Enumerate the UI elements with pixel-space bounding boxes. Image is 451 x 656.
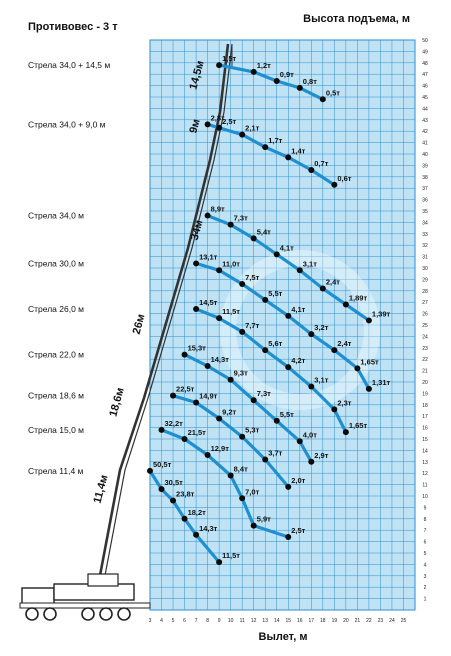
y-tick-label: 42: [422, 129, 428, 136]
y-tick-label: 30: [422, 266, 428, 272]
y-tick-label: 15: [422, 437, 428, 443]
y-tick-label: 33: [422, 231, 428, 238]
load-value-label: 3,1т: [302, 259, 317, 269]
y-tick-label: 8: [423, 516, 427, 523]
x-tick-label: 7: [194, 618, 198, 624]
load-value-label: 4,0т: [302, 430, 317, 440]
load-value-label: 5,4т: [256, 227, 271, 237]
load-value-label: 8,4т: [233, 464, 248, 474]
load-value-label: 8,9т: [210, 204, 225, 214]
y-tick-label: 40: [422, 152, 428, 158]
load-value-label: 4,2т: [291, 356, 306, 366]
x-tick-label: 4: [160, 618, 163, 624]
y-tick-label: 7: [423, 528, 427, 535]
load-value-label: 4,1т: [279, 243, 294, 253]
y-tick-label: 14: [422, 448, 428, 455]
x-tick-label: 19: [331, 618, 338, 624]
x-tick-label: 12: [250, 618, 257, 624]
load-value-label: 3,1т: [314, 375, 329, 385]
y-tick-label: 5: [423, 551, 427, 557]
load-value-label: 2,4т: [325, 277, 340, 287]
y-tick-label: 45: [422, 95, 428, 101]
y-tick-label: 35: [422, 209, 428, 215]
y-tick-label: 47: [422, 72, 428, 79]
load-value-label: 0,6т: [337, 173, 352, 183]
load-value-label: 11,0т: [222, 259, 240, 269]
y-tick-label: 12: [422, 471, 428, 478]
y-axis-title: Высота подъема, м: [303, 13, 410, 25]
load-value-label: 11,5т: [222, 551, 240, 561]
y-tick-label: 39: [422, 163, 428, 170]
y-tick-label: 2: [423, 585, 427, 592]
y-tick-label: 17: [422, 414, 428, 421]
boom-length-label: 18,6м: [107, 386, 127, 419]
y-tick-label: 36: [422, 197, 428, 204]
load-value-label: 13,1т: [199, 252, 218, 262]
y-tick-label: 50: [422, 38, 428, 44]
x-tick-label: 15: [285, 618, 292, 624]
load-value-label: 0,8т: [302, 76, 317, 86]
x-tick-label: 3: [148, 618, 152, 624]
crane-truck-icon: [20, 574, 150, 620]
x-tick-label: 18: [320, 618, 326, 624]
y-tick-label: 27: [422, 300, 428, 307]
y-tick-label: 4: [423, 562, 427, 569]
x-tick-label: 10: [227, 618, 234, 624]
load-value-label: 0,7т: [314, 158, 329, 168]
load-value-label: 2,5т: [222, 116, 237, 126]
load-value-label: 11,5т: [222, 307, 240, 317]
y-tick-label: 31: [422, 254, 428, 261]
y-tick-label: 10: [422, 494, 428, 500]
load-value-label: 2,0т: [291, 475, 306, 485]
load-value-label: 15,3т: [187, 343, 206, 353]
y-tick-label: 20: [422, 380, 428, 386]
x-tick-label: 23: [377, 618, 384, 624]
boom-length-label: 11,4м: [91, 473, 111, 505]
boom-length-label: 34м: [188, 218, 206, 242]
load-value-label: 7,3т: [256, 389, 271, 399]
x-tick-label: 17: [308, 618, 315, 624]
x-tick-label: 22: [366, 618, 372, 624]
load-value-label: 7,0т: [245, 487, 260, 497]
load-value-label: 5,6т: [268, 339, 283, 349]
series-label: Стрела 34,0 м: [28, 210, 85, 221]
boom-length-label: 14,5м: [187, 59, 207, 92]
x-tick-label: 24: [389, 618, 395, 624]
x-tick-label: 13: [262, 618, 268, 624]
x-tick-label: 21: [354, 618, 361, 624]
load-value-label: 4,1т: [291, 304, 306, 314]
y-tick-label: 32: [422, 243, 428, 250]
y-tick-label: 9: [423, 505, 427, 512]
load-value-label: 14,9т: [199, 391, 218, 401]
load-value-label: 14,3т: [210, 355, 229, 365]
load-value-label: 1,65т: [348, 421, 368, 431]
load-value-label: 7,7т: [245, 320, 260, 330]
y-tick-label: 48: [422, 60, 428, 67]
load-value-label: 2,3т: [337, 398, 352, 408]
y-tick-label: 49: [422, 49, 428, 56]
series-label: Стрела 26,0 м: [28, 304, 85, 315]
load-value-label: 1,31т: [371, 377, 391, 387]
y-tick-label: 18: [422, 402, 428, 409]
load-value-label: 2,4т: [337, 339, 352, 349]
boom-length-label: 9м: [187, 117, 203, 135]
series-label: Стрела 18,6 м: [28, 390, 85, 401]
x-tick-label: 14: [273, 618, 280, 624]
load-value-label: 21,5т: [187, 428, 206, 437]
series-label: Стрела 34,0 + 14,5 м: [28, 60, 111, 71]
load-value-label: 0,9т: [279, 70, 294, 80]
load-value-label: 32,2т: [164, 418, 183, 428]
y-tick-label: 28: [422, 288, 428, 295]
y-tick-label: 19: [422, 391, 428, 398]
y-tick-label: 44: [422, 106, 428, 113]
y-tick-label: 41: [422, 140, 428, 147]
load-value-label: 5,5т: [279, 409, 294, 419]
x-tick-label: 11: [239, 618, 245, 624]
load-value-label: 3,7т: [268, 448, 283, 458]
load-value-label: 18,2т: [187, 507, 206, 517]
x-tick-label: 6: [183, 618, 186, 624]
load-value-label: 1,39т: [371, 309, 391, 319]
y-tick-label: 21: [422, 368, 428, 375]
load-value-label: 2,1т: [245, 123, 260, 133]
y-tick-label: 3: [423, 573, 427, 580]
load-value-label: 5,9т: [256, 514, 271, 524]
series-label: Стрела 22,0 м: [28, 349, 85, 360]
load-value-label: 5,3т: [245, 425, 260, 435]
load-value-label: 12,9т: [210, 443, 229, 453]
load-value-label: 1,5т: [222, 54, 237, 64]
load-value-label: 0,5т: [325, 88, 340, 98]
x-tick-label: 8: [206, 618, 209, 624]
load-value-label: 23,8т: [176, 489, 195, 499]
load-value-label: 2,8т: [210, 113, 225, 123]
load-value-label: 1,89т: [348, 293, 368, 303]
x-tick-label: 9: [217, 618, 221, 624]
y-tick-label: 38: [422, 174, 428, 181]
y-tick-label: 34: [422, 220, 428, 227]
load-value-label: 30,5т: [164, 478, 183, 488]
load-value-label: 1,4т: [291, 146, 306, 156]
y-tick-label: 11: [422, 482, 428, 489]
series-label: Стрела 15,0 м: [28, 424, 85, 435]
load-value-label: 3,2т: [314, 323, 329, 333]
load-value-label: 14,3т: [199, 523, 218, 533]
series-label: Стрела 30,0 м: [28, 258, 85, 269]
y-tick-label: 29: [422, 277, 428, 284]
y-tick-label: 22: [422, 357, 428, 364]
load-value-label: 9,3т: [233, 368, 248, 378]
load-value-label: 7,3т: [233, 213, 248, 223]
load-value-label: 1,7т: [268, 136, 283, 146]
x-tick-label: 5: [171, 618, 175, 624]
x-tick-label: 16: [297, 618, 303, 624]
load-value-label: 5,5т: [268, 288, 283, 298]
y-tick-label: 16: [422, 425, 428, 432]
y-tick-label: 13: [422, 459, 428, 466]
series-label: Стрела 11,4 м: [28, 465, 84, 476]
x-axis-title: Вылет, м: [258, 631, 308, 643]
load-value-label: 2,5т: [291, 526, 306, 536]
load-value-label: 50,5т: [153, 459, 172, 469]
y-tick-label: 37: [422, 186, 428, 193]
y-tick-label: 23: [422, 345, 428, 352]
y-tick-label: 6: [423, 539, 427, 546]
series-label: Стрела 34,0 + 9,0 м: [28, 119, 106, 130]
y-tick-label: 26: [422, 311, 428, 318]
load-value-label: 22,5т: [176, 384, 195, 394]
load-value-label: 9,2т: [222, 407, 237, 417]
y-tick-label: 46: [422, 83, 428, 90]
load-value-label: 2,9т: [314, 450, 329, 460]
load-value-label: 14,5т: [199, 298, 218, 308]
chart-title: Противовес - 3 т: [28, 21, 118, 33]
x-tick-label: 20: [343, 618, 349, 624]
y-tick-label: 24: [422, 334, 428, 341]
y-tick-label: 1: [423, 596, 427, 603]
load-value-label: 1,65т: [360, 357, 379, 367]
y-tick-label: 43: [422, 117, 428, 124]
load-value-label: 7,5т: [245, 272, 260, 282]
boom-length-label: 26м: [130, 312, 148, 336]
load-value-label: 1,2т: [256, 60, 271, 70]
x-tick-label: 25: [400, 618, 407, 624]
y-tick-label: 25: [422, 323, 428, 329]
